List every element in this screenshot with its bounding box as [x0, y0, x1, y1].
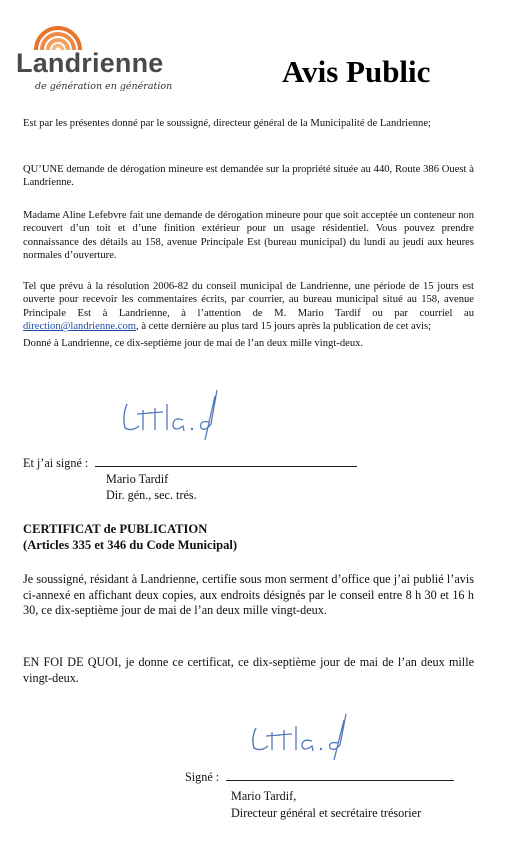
certificate-signature-line [226, 780, 454, 781]
logo-text: Landrienne [16, 48, 164, 78]
certificate-statement: Je soussigné, résidant à Landrienne, certifie sous mon serment d’office que j’ai publié l’avis ci-annexé en affichant deux copies, aux endroits désignés par le conseil entre 8 h 30 et 16 h 30, ce dix-septième jour de mai de l’an deux mille vingt-deux. [23, 572, 474, 618]
certificate-signer-name: Mario Tardif, [231, 789, 297, 803]
notice-details: Madame Aline Lefebvre fait une demande de dérogation mineure pour que soit acceptée un conteneur non recouvert d’un toit et d’une finition extérieur pour un usage résidentiel. Vous pouvez prendre connaissance des détails au 158, avenue Principale Est (bureau municipal) du lundi au jeudi aux heures normales d’ouverture. [23, 210, 474, 262]
certificate-title: CERTIFICAT de PUBLICATION [23, 522, 208, 536]
notice-comments-text-end: , à cette dernière au plus tard 15 jours après la publication de cet avis; [136, 321, 432, 333]
page-title: Avis Public [282, 54, 431, 89]
municipality-logo [16, 14, 191, 104]
certificate-attestation: EN FOI DE QUOI, je donne ce certificat, ce dix-septième jour de mai de l’an deux mille vingt-deux. [23, 655, 474, 685]
signature-line [95, 466, 357, 467]
notice-request: QU’UNE demande de dérogation mineure est demandée sur la propriété située au 440, Route 386 Ouest à Landrienne. [23, 164, 474, 189]
notice-comments [23, 280, 474, 334]
notice-comments-text: Tel que prévu à la résolution 2006-82 du conseil municipal de Landrienne, une période de 15 jours est ouverte pour recevoir les commentaires écrits, par courrier, au bureau municipal situé au 158, avenue Principale Est à Landrienne, à l’attention de M. Mario Tardif ou par courriel au [23, 281, 474, 319]
logo-tagline: de génération en génération [35, 81, 173, 92]
signer-name: Mario Tardif [106, 472, 169, 486]
handwritten-signature-certificate [246, 712, 361, 762]
notice-intro: Est par les présentes donné par le soussigné, directeur général de la Municipalité de Landrienne; [23, 118, 432, 129]
notice-given: Donné à Landrienne, ce dix-septième jour de mai de l’an deux mille vingt-deux. [23, 338, 364, 349]
signer-title: Dir. gén., sec. trés. [106, 488, 197, 502]
certificate-signer-title: Directeur général et secrétaire trésorier [231, 806, 422, 820]
certificate-subtitle: (Articles 335 et 346 du Code Municipal) [23, 538, 238, 552]
certificate-signed-label: Signé : [185, 770, 220, 784]
certificate-signature-row [185, 770, 454, 785]
sunrise-arcs-icon [30, 14, 86, 52]
handwritten-signature [117, 386, 232, 444]
signature-line-row [23, 456, 357, 471]
signed-label: Et j’ai signé : [23, 456, 89, 470]
email-link[interactable]: direction@landrienne.com [23, 321, 137, 333]
